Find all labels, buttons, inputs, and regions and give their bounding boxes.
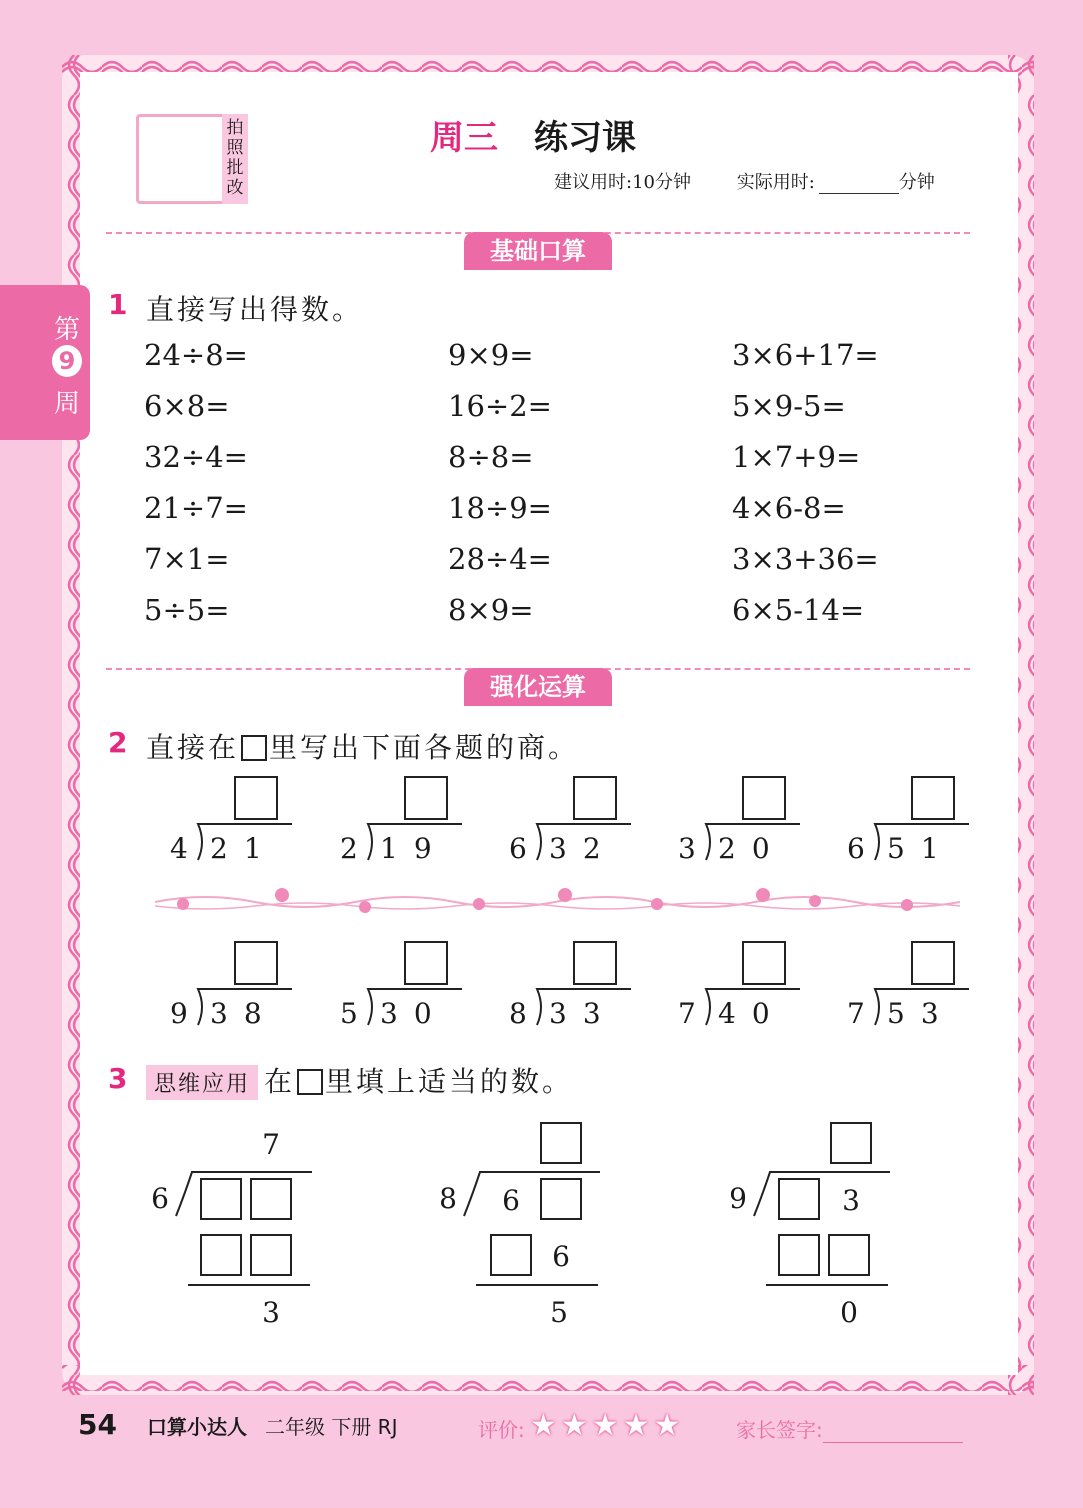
- divisor: 6: [847, 832, 865, 865]
- subtraction-line: [476, 1284, 598, 1286]
- product-ones: 6: [552, 1240, 570, 1273]
- answer-box-icon: [297, 1069, 323, 1095]
- short-division: [511, 941, 641, 1041]
- equation-6-1: 5÷5=: [144, 593, 230, 627]
- dividend-ones-box[interactable]: [540, 1178, 582, 1220]
- dividend-ones: 3: [842, 1184, 860, 1217]
- product-tens-box[interactable]: [778, 1234, 820, 1276]
- quotient-answer-box[interactable]: [911, 776, 955, 820]
- divisor: 4: [170, 832, 188, 865]
- remainder: 0: [840, 1296, 858, 1329]
- parent-signature: [736, 1414, 963, 1443]
- question-3-prompt-start: 在: [264, 1065, 296, 1098]
- equation-1-1: 24÷8=: [144, 338, 248, 372]
- divisor: 8: [439, 1182, 457, 1215]
- divisor: 7: [847, 997, 865, 1030]
- equation-4-2: 18÷9=: [448, 491, 552, 525]
- dividend-tens: 6: [502, 1184, 520, 1217]
- grade-info: 二年级 下册 RJ: [264, 1415, 398, 1439]
- dividend-tens-box[interactable]: [200, 1178, 242, 1220]
- product-tens-box[interactable]: [490, 1234, 532, 1276]
- divisor: 9: [170, 997, 188, 1030]
- short-division: [342, 776, 472, 876]
- dividend-tens-box[interactable]: [778, 1178, 820, 1220]
- question-2-prompt-end: 里写出下面各题的商。: [269, 731, 580, 764]
- short-division: [172, 941, 302, 1041]
- equation-3-3: 1×7+9=: [732, 440, 861, 474]
- question-2-prompt: [146, 726, 579, 766]
- quotient-answer-box[interactable]: [573, 941, 617, 985]
- dividend: 30: [380, 997, 448, 1030]
- short-division: [172, 776, 302, 876]
- question-2-prompt-start: 直接在: [146, 731, 240, 764]
- divisor: 6: [151, 1182, 169, 1215]
- section-label-basic: 基础口算: [464, 232, 612, 270]
- actual-time-label: 实际用时:: [736, 172, 815, 193]
- answer-box-icon: [241, 735, 267, 761]
- dividend: 32: [549, 832, 617, 865]
- week-tab: [0, 285, 90, 440]
- dividend: 33: [549, 997, 617, 1030]
- rating-label: 评价:: [478, 1418, 525, 1442]
- question-3-prompt-end: 里填上适当的数。: [325, 1065, 574, 1098]
- actual-time-blank[interactable]: [819, 177, 899, 194]
- quotient-answer-box[interactable]: [573, 776, 617, 820]
- divisor: 5: [340, 997, 358, 1030]
- dividend: 19: [380, 832, 448, 865]
- equation-3-1: 32÷4=: [144, 440, 248, 474]
- short-division: [511, 776, 641, 876]
- subtraction-line: [766, 1284, 888, 1286]
- equation-3-2: 8÷8=: [448, 440, 534, 474]
- subtraction-line: [188, 1284, 310, 1286]
- quotient-answer-box[interactable]: [234, 941, 278, 985]
- long-division: [439, 1120, 648, 1340]
- equation-1-3: 3×6+17=: [732, 338, 879, 372]
- dividend: 53: [887, 997, 955, 1030]
- quotient-answer-box[interactable]: [742, 776, 786, 820]
- divisor: 9: [729, 1182, 747, 1215]
- page-number: 54: [78, 1408, 117, 1441]
- quotient-answer-box[interactable]: [742, 941, 786, 985]
- equation-2-3: 5×9-5=: [732, 389, 846, 423]
- divisor: 3: [678, 832, 696, 865]
- lesson-title: 练习课: [534, 118, 636, 158]
- page-footer: [78, 1408, 397, 1441]
- parent-signature-label: 家长签字:: [736, 1418, 823, 1442]
- equation-6-3: 6×5-14=: [732, 593, 865, 627]
- dividend: 40: [718, 997, 786, 1030]
- remainder: 3: [262, 1296, 280, 1329]
- short-division: [849, 776, 979, 876]
- quotient-answer-box[interactable]: [911, 941, 955, 985]
- short-division: [849, 941, 979, 1041]
- flower-vine-divider: [155, 885, 960, 919]
- equation-4-3: 4×6-8=: [732, 491, 846, 525]
- divisor: 6: [509, 832, 527, 865]
- equation-2-2: 16÷2=: [448, 389, 552, 423]
- suggested-time: 建议用时:10分钟: [554, 172, 691, 193]
- equation-1-2: 9×9=: [448, 338, 534, 372]
- long-division: [729, 1120, 938, 1340]
- product-ones-box[interactable]: [828, 1234, 870, 1276]
- equation-6-2: 8×9=: [448, 593, 534, 627]
- quotient-answer-box[interactable]: [404, 941, 448, 985]
- question-3-prompt: [146, 1060, 573, 1100]
- parent-signature-line[interactable]: [823, 1424, 963, 1443]
- week-number-badge: 9: [52, 345, 82, 377]
- quotient-box[interactable]: [830, 1122, 872, 1164]
- short-division: [342, 941, 472, 1041]
- weekday-label: 周三: [430, 118, 498, 158]
- equation-5-2: 28÷4=: [448, 542, 552, 576]
- question-1-prompt: 直接写出得数。: [146, 293, 364, 326]
- section-label-strengthen: 强化运算: [464, 668, 612, 706]
- photo-grading-label: 拍照批改: [222, 114, 248, 204]
- dividend-ones-box[interactable]: [250, 1178, 292, 1220]
- week-tab-prefix: 第: [53, 315, 80, 345]
- timing-info: [554, 168, 935, 194]
- quotient-box[interactable]: [540, 1122, 582, 1164]
- week-tab-suffix: 周: [53, 389, 80, 419]
- question-1-number: 1: [108, 288, 128, 321]
- remainder: 5: [550, 1296, 568, 1329]
- product-ones-box[interactable]: [250, 1234, 292, 1276]
- thinking-application-tag: 思维应用: [146, 1065, 258, 1100]
- short-division: [680, 941, 810, 1041]
- divisor: 2: [340, 832, 358, 865]
- question-2-number: 2: [108, 726, 128, 759]
- product-tens-box[interactable]: [200, 1234, 242, 1276]
- divisor: 7: [678, 997, 696, 1030]
- equation-5-1: 7×1=: [144, 542, 230, 576]
- question-3-number: 3: [108, 1062, 128, 1095]
- book-title: 口算小达人: [146, 1415, 247, 1439]
- rating-stars[interactable]: ★★★★★: [530, 1408, 685, 1443]
- quotient-answer-box[interactable]: [404, 776, 448, 820]
- quotient: 7: [262, 1128, 280, 1161]
- quotient-answer-box[interactable]: [234, 776, 278, 820]
- page-title: [430, 110, 636, 159]
- dividend: 38: [210, 997, 278, 1030]
- dividend: 20: [718, 832, 786, 865]
- equation-2-1: 6×8=: [144, 389, 230, 423]
- short-division: [680, 776, 810, 876]
- equation-5-3: 3×3+36=: [732, 542, 879, 576]
- dividend: 21: [210, 832, 278, 865]
- divisor: 8: [509, 997, 527, 1030]
- dividend: 51: [887, 832, 955, 865]
- actual-time-unit: 分钟: [898, 172, 935, 193]
- equation-4-1: 21÷7=: [144, 491, 248, 525]
- long-division: [151, 1120, 360, 1340]
